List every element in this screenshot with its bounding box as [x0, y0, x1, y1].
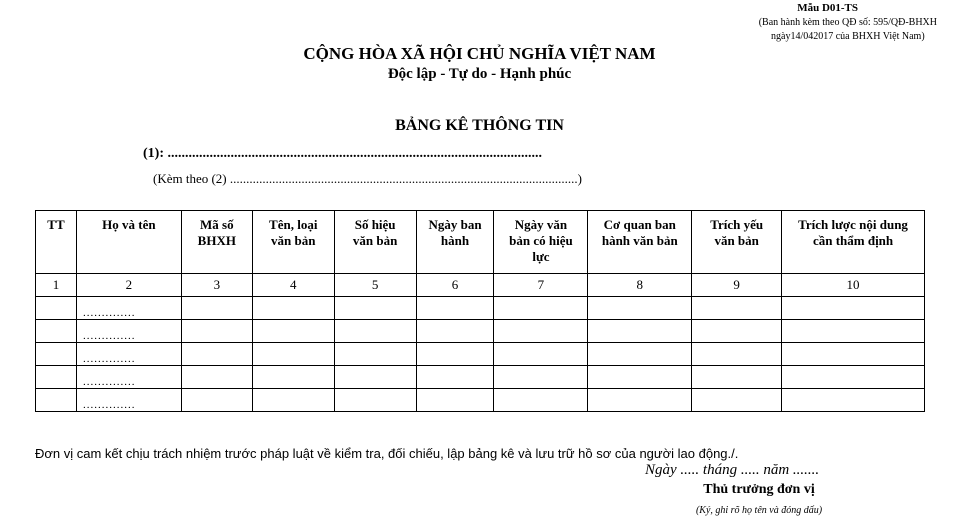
table-cell[interactable] — [782, 320, 925, 343]
name-cell[interactable]: .............. — [76, 366, 181, 389]
table-cell[interactable] — [494, 389, 588, 412]
column-header — [252, 211, 334, 274]
name-cell[interactable]: .............. — [76, 343, 181, 366]
column-header-line: văn bản — [271, 233, 316, 248]
form-code: Mẫu D01-TS — [797, 2, 858, 14]
column-number: 7 — [494, 274, 588, 297]
table-cell[interactable] — [36, 343, 77, 366]
table-cell[interactable] — [252, 366, 334, 389]
table-row — [36, 389, 925, 412]
table-cell[interactable] — [334, 320, 416, 343]
table-cell[interactable] — [494, 297, 588, 320]
column-header-line: Ngày văn — [514, 217, 568, 232]
column-header-line: Trích lược nội dung — [798, 217, 908, 232]
table-cell[interactable] — [782, 343, 925, 366]
table-cell[interactable] — [416, 366, 494, 389]
column-number: 1 — [36, 274, 77, 297]
field-1-dots: ........................................................................................................... — [167, 146, 542, 161]
column-header-line: bản có hiệu — [509, 233, 573, 248]
table-cell[interactable] — [181, 389, 252, 412]
column-header — [181, 211, 252, 274]
table-cell[interactable] — [36, 297, 77, 320]
column-header — [76, 211, 181, 274]
table-cell[interactable] — [588, 297, 692, 320]
field-2: (Kèm theo (2) ...........................................................................................................) — [153, 171, 582, 186]
table-cell[interactable] — [36, 320, 77, 343]
name-cell[interactable]: .............. — [76, 297, 181, 320]
table-cell[interactable] — [181, 297, 252, 320]
table-cell[interactable] — [334, 389, 416, 412]
column-header-line: TT — [47, 217, 65, 232]
column-header-line: Trích yếu — [710, 217, 764, 232]
table-cell[interactable] — [494, 366, 588, 389]
table-row — [36, 297, 925, 320]
column-number-row — [36, 274, 925, 297]
table-cell[interactable] — [181, 320, 252, 343]
table-cell[interactable] — [692, 343, 782, 366]
nation-heading: CỘNG HÒA XÃ HỘI CHỦ NGHĨA VIỆT NAM — [303, 44, 656, 63]
table-cell[interactable] — [692, 320, 782, 343]
table-cell[interactable] — [588, 343, 692, 366]
column-header — [36, 211, 77, 274]
column-header-line: Ngày ban — [428, 217, 482, 232]
table-cell[interactable] — [181, 343, 252, 366]
table-cell[interactable] — [334, 366, 416, 389]
table-cell[interactable] — [692, 389, 782, 412]
table-cell[interactable] — [252, 320, 334, 343]
field-1-label: (1): — [143, 146, 164, 161]
issued-line-2: ngày14/042017 của BHXH Việt Nam) — [771, 31, 925, 42]
column-header — [416, 211, 494, 274]
table-cell[interactable] — [588, 366, 692, 389]
table-cell[interactable] — [416, 389, 494, 412]
table-cell[interactable] — [36, 389, 77, 412]
column-header-line: Cơ quan ban — [603, 217, 676, 232]
table-cell[interactable] — [494, 320, 588, 343]
signature-note: (Ký, ghi rõ họ tên và đóng dấu) — [695, 505, 823, 516]
table-row — [36, 343, 925, 366]
table-cell[interactable] — [334, 297, 416, 320]
column-header — [494, 211, 588, 274]
table-cell[interactable] — [416, 320, 494, 343]
table-cell[interactable] — [181, 366, 252, 389]
column-header-line: hành — [440, 233, 470, 248]
table-cell[interactable] — [252, 343, 334, 366]
table-cell[interactable] — [692, 366, 782, 389]
head-of-unit: Thủ trưởng đơn vị — [703, 482, 815, 497]
header-row — [36, 211, 925, 274]
table-cell[interactable] — [36, 366, 77, 389]
motto: Độc lập - Tự do - Hạnh phúc — [387, 66, 572, 82]
column-header — [782, 211, 925, 274]
table-row — [36, 366, 925, 389]
column-number: 10 — [782, 274, 925, 297]
column-header-line: văn bản — [714, 233, 759, 248]
table-cell[interactable] — [416, 297, 494, 320]
column-header-line: Họ và tên — [102, 217, 156, 232]
column-number: 4 — [252, 274, 334, 297]
column-header-line: Tên, loại — [269, 217, 318, 232]
column-header — [588, 211, 692, 274]
column-header — [334, 211, 416, 274]
field-1 — [143, 146, 542, 162]
table-cell[interactable] — [782, 389, 925, 412]
column-header-line: Mã số — [200, 217, 234, 232]
table-cell[interactable] — [252, 297, 334, 320]
table-cell[interactable] — [588, 389, 692, 412]
table-cell[interactable] — [692, 297, 782, 320]
column-header-line: BHXH — [197, 233, 236, 248]
issued-line-1: (Ban hành kèm theo QĐ số: 595/QĐ-BHXH — [758, 17, 937, 28]
column-header-line: cần thẩm định — [812, 233, 894, 248]
issued-note — [759, 16, 937, 44]
info-table — [35, 210, 925, 412]
table-cell[interactable] — [494, 343, 588, 366]
column-header-line: lực — [532, 249, 550, 264]
column-number: 9 — [692, 274, 782, 297]
table-cell[interactable] — [782, 366, 925, 389]
column-number: 2 — [76, 274, 181, 297]
commitment-text: Đơn vị cam kết chịu trách nhiệm trước pháp luật về kiểm tra, đối chiếu, lập bảng kê và lưu trữ hồ sơ của người lao động./. — [35, 446, 739, 461]
table-cell[interactable] — [782, 297, 925, 320]
table-cell[interactable] — [252, 389, 334, 412]
column-number: 3 — [181, 274, 252, 297]
column-header-line: Số hiệu — [354, 217, 396, 232]
column-number: 8 — [588, 274, 692, 297]
name-cell[interactable]: .............. — [76, 320, 181, 343]
column-number: 6 — [416, 274, 494, 297]
table-cell[interactable] — [416, 343, 494, 366]
column-number: 5 — [334, 274, 416, 297]
column-header-line: hành văn bản — [601, 233, 678, 248]
table-cell[interactable] — [334, 343, 416, 366]
column-header — [692, 211, 782, 274]
document-title: BẢNG KÊ THÔNG TIN — [395, 117, 564, 134]
name-cell[interactable]: .............. — [76, 389, 181, 412]
column-header-line: văn bản — [352, 233, 398, 248]
table-cell[interactable] — [588, 320, 692, 343]
date-line: Ngày ..... tháng ..... năm ....... — [645, 462, 820, 478]
table-row — [36, 320, 925, 343]
